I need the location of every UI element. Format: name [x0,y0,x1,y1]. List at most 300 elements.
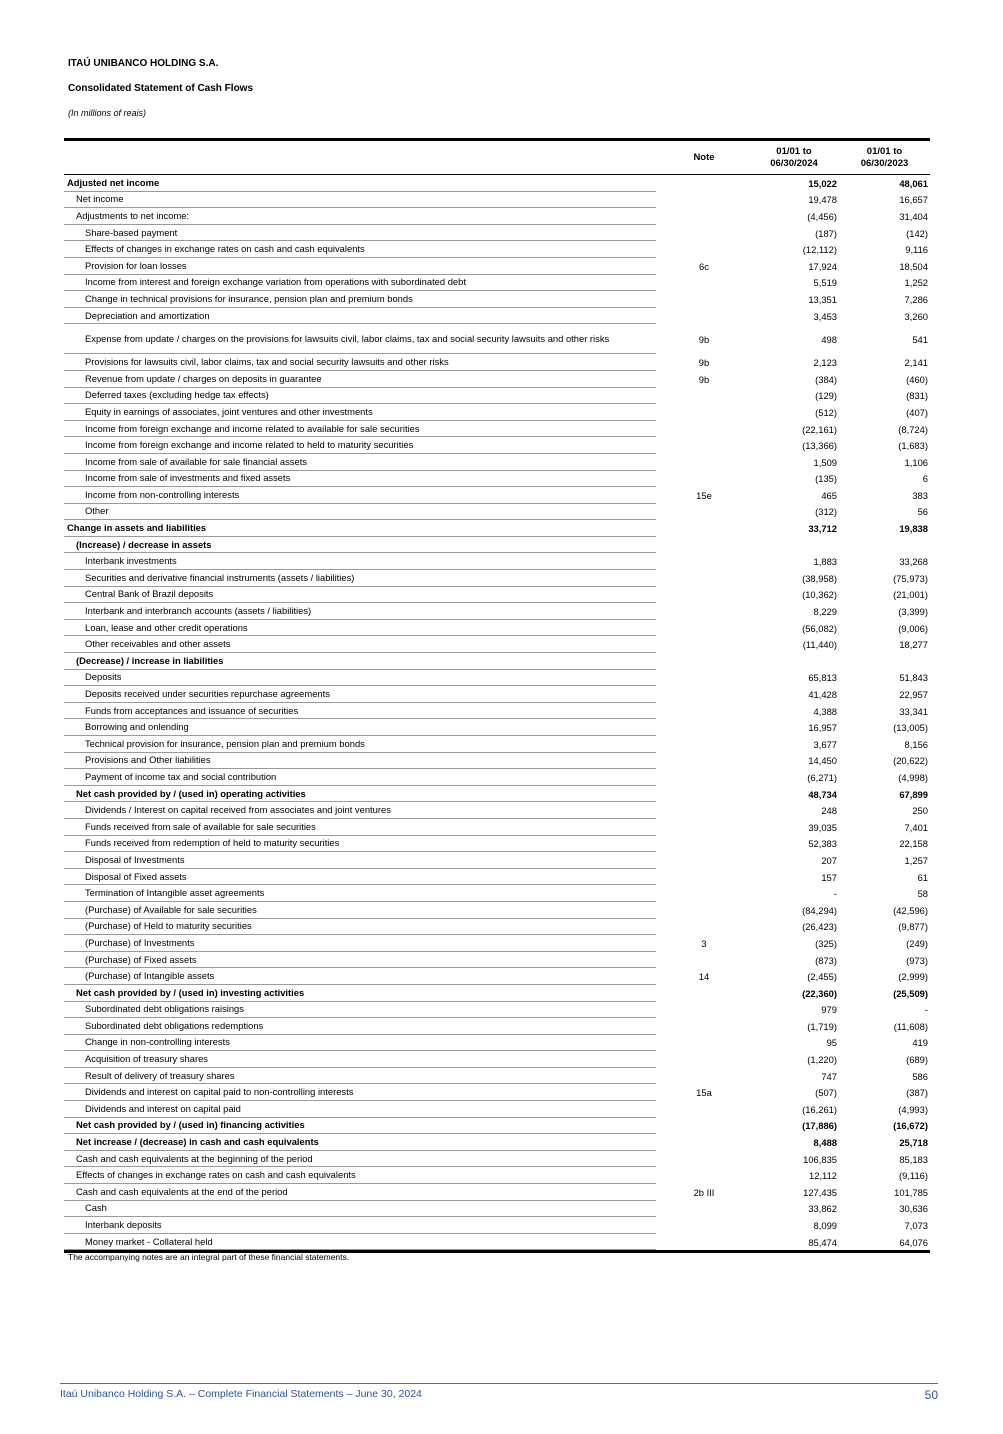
table-row [64,1068,930,1085]
row-value-2023: (249) [906,937,928,949]
row-value-2023: (4,998) [898,771,928,783]
row-value-2024 [749,537,839,554]
row-note [659,1217,749,1234]
row-value-2024: 157 [821,871,837,883]
row-note [659,1134,749,1151]
table-row [64,1018,930,1035]
row-value-2023: (8,724) [898,423,928,435]
table-row [64,537,930,554]
row-value-2023: 56 [917,506,928,518]
row-value-2023: (13,005) [893,722,928,734]
row-value-2023: (689) [906,1054,928,1066]
table-row [64,1234,930,1251]
row-note [659,1118,749,1135]
row-value-2023: (407) [906,406,928,418]
row-note [659,620,749,637]
row-label: Net cash provided by / (used in) financing activities [64,1118,656,1135]
row-label: Income from sale of available for sale financial assets [64,454,656,471]
row-label: Share-based payment [64,225,656,242]
table-row [64,636,930,653]
row-label: (Purchase) of Held to maturity securities [64,919,656,936]
row-value-2023: 31,404 [899,210,928,222]
row-value-2024: 1,883 [813,556,837,568]
table-row [64,192,930,209]
row-note [659,553,749,570]
row-value-2024: 33,862 [808,1203,837,1215]
row-label: (Decrease) / increase in liabilities [64,653,656,670]
row-note [659,308,749,325]
table-row [64,1184,930,1201]
row-value-2024: 19,478 [808,194,837,206]
row-label: Payment of income tax and social contribution [64,769,656,786]
row-value-2023: 19,838 [899,523,928,535]
row-note [659,225,749,242]
row-value-2023: (831) [906,390,928,402]
row-value-2024: (12,112) [802,244,837,256]
row-value-2024: (325) [815,937,837,949]
cash-flow-table [64,138,930,1253]
row-value-2024: (56,082) [802,622,837,634]
row-value-2024: (13,366) [802,440,837,452]
row-value-2023: 61 [917,871,928,883]
row-label: Interbank deposits [64,1217,656,1234]
row-label: Adjusted net income [64,175,656,192]
period-2024-header: 01/01 to 06/30/2024 [770,145,818,169]
row-value-2023: (1,683) [898,440,928,452]
row-value-2023: 25,718 [899,1137,928,1149]
row-value-2023: (3,399) [898,606,928,618]
table-row [64,520,930,537]
row-note [659,686,749,703]
row-value-2024: (26,423) [802,921,837,933]
row-note [659,1002,749,1019]
row-label: Borrowing and onlending [64,719,656,736]
row-note [659,275,749,292]
row-label: Subordinated debt obligations redemptions [64,1018,656,1035]
table-row [64,719,930,736]
row-note [659,208,749,225]
note-column-header: Note [693,151,715,163]
row-value-2023: (387) [906,1087,928,1099]
row-value-2023 [839,653,930,670]
row-value-2024: (6,271) [807,771,837,783]
row-value-2023: (2,999) [898,971,928,983]
row-value-2024: (11,440) [802,639,837,651]
table-row [64,308,930,325]
row-note [659,404,749,421]
row-value-2024: 747 [821,1070,837,1082]
row-note [659,802,749,819]
row-note [659,985,749,1002]
table-row [64,175,930,192]
table-row [64,852,930,869]
table-row [64,454,930,471]
row-note [659,454,749,471]
table-row [64,1035,930,1052]
row-value-2024: (84,294) [802,904,837,916]
table-row [64,869,930,886]
row-value-2023: 18,277 [899,639,928,651]
row-label: Effects of changes in exchange rates on cash and cash equivalents [64,1167,656,1184]
row-value-2024: 1,509 [813,456,837,468]
table-row [64,504,930,521]
row-note [659,1035,749,1052]
row-note: 6c [699,260,709,272]
table-row [64,620,930,637]
row-value-2024: 8,229 [813,606,837,618]
table-header [64,141,930,175]
row-label: Money market - Collateral held [64,1234,656,1251]
row-value-2023: (75,973) [893,572,928,584]
row-value-2023: (460) [906,373,928,385]
row-note [659,769,749,786]
row-value-2024: 498 [821,333,837,345]
row-value-2023: (9,116) [898,1170,928,1182]
row-value-2024: 3,453 [813,310,837,322]
table-row [64,985,930,1002]
table-row [64,919,930,936]
company-name: ITAÚ UNIBANCO HOLDING S.A. [68,58,219,69]
row-value-2024: 85,474 [808,1236,837,1248]
row-value-2023: (16,672) [893,1120,928,1132]
table-row [64,1118,930,1135]
table-row [64,371,930,388]
row-note [659,437,749,454]
row-value-2023: (4,993) [898,1103,928,1115]
table-row [64,404,930,421]
row-value-2023: (9,877) [898,921,928,933]
row-value-2024: 127,435 [803,1186,837,1198]
row-label: (Increase) / decrease in assets [64,537,656,554]
row-value-2024: 5,519 [813,277,837,289]
row-label: Expense from update / charges on the provisions for lawsuits civil, labor claims, tax and social security lawsuits and other risks [64,324,656,354]
row-label: Provisions and Other liabilities [64,753,656,770]
row-value-2024: 41,428 [808,689,837,701]
row-value-2023: (9,006) [898,622,928,634]
row-note [659,1234,749,1251]
row-value-2024: (187) [815,227,837,239]
row-label: Income from foreign exchange and income related to available for sale securities [64,421,656,438]
row-label: Interbank and interbranch accounts (assets / liabilities) [64,603,656,620]
table-row [64,753,930,770]
row-value-2023: 541 [912,333,928,345]
row-label: Funds from acceptances and issuance of securities [64,703,656,720]
table-row [64,769,930,786]
row-note [659,919,749,936]
row-label: Effects of changes in exchange rates on cash and cash equivalents [64,241,656,258]
table-row [64,354,930,371]
row-value-2024: (512) [815,406,837,418]
table-body [64,175,930,1250]
row-note [659,421,749,438]
table-row [64,241,930,258]
row-value-2024: 465 [821,489,837,501]
row-value-2024: 12,112 [809,1170,837,1182]
footer-rule [60,1383,938,1384]
row-value-2023: 1,106 [904,456,928,468]
row-value-2024: 17,924 [808,260,837,272]
row-note [659,670,749,687]
row-value-2024: 3,677 [813,738,837,750]
table-row [64,885,930,902]
row-label: Dividends and interest on capital paid to non-controlling interests [64,1084,656,1101]
row-value-2024: (2,455) [807,971,837,983]
row-note [659,719,749,736]
row-note [659,520,749,537]
row-label: Income from foreign exchange and income related to held to maturity securities [64,437,656,454]
table-row [64,275,930,292]
row-value-2024: 2,123 [813,357,837,369]
units-note: (In millions of reais) [68,108,147,118]
row-label: Income from interest and foreign exchange variation from operations with subordinated debt [64,275,656,292]
table-row [64,487,930,504]
row-value-2023: 8,156 [904,738,928,750]
row-label: Disposal of Fixed assets [64,869,656,886]
table-row [64,324,930,354]
row-note [659,952,749,969]
row-value-2024: (4,456) [807,210,837,222]
row-note [659,1068,749,1085]
row-note: 15a [696,1087,712,1099]
table-row [64,208,930,225]
row-label: Central Bank of Brazil deposits [64,587,656,604]
table-row [64,802,930,819]
row-label: Adjustments to net income: [64,208,656,225]
row-value-2023: (973) [906,954,928,966]
row-label: Provisions for lawsuits civil, labor claims, tax and social security lawsuits and other risks [64,354,656,371]
row-value-2023: 67,899 [899,788,928,800]
table-row [64,1151,930,1168]
footer-text: Itaú Unibanco Holding S.A. – Complete Financial Statements – June 30, 2024 [60,1388,422,1400]
table-row [64,653,930,670]
row-note [659,653,749,670]
row-value-2024: (38,958) [802,572,837,584]
row-value-2023: (20,622) [893,755,928,767]
row-note [659,241,749,258]
row-label: Technical provision for insurance, pension plan and premium bonds [64,736,656,753]
table-row [64,603,930,620]
row-value-2024: 14,450 [808,755,837,767]
row-label: Provision for loan losses [64,258,656,275]
row-note [659,902,749,919]
row-value-2023: 22,158 [899,838,928,850]
row-value-2023: 9,116 [905,244,928,256]
row-value-2023: 22,957 [899,689,928,701]
row-value-2024: - [833,888,837,900]
row-value-2024: (312) [815,506,837,518]
table-row [64,935,930,952]
row-value-2024: (22,360) [802,987,837,999]
page-number: 50 [924,1388,938,1402]
row-label: (Purchase) of Investments [64,935,656,952]
row-note [659,852,749,869]
row-value-2023: 16,657 [899,194,928,206]
table-row [64,1167,930,1184]
row-label: (Purchase) of Intangible assets [64,968,656,985]
row-label: Result of delivery of treasury shares [64,1068,656,1085]
row-label: Net increase / (decrease) in cash and cash equivalents [64,1134,656,1151]
row-value-2023: 7,073 [904,1220,928,1232]
row-value-2024 [749,653,839,670]
row-value-2023 [839,537,930,554]
row-note [659,753,749,770]
table-row [64,225,930,242]
row-note [659,504,749,521]
table-row [64,786,930,803]
table-row [64,291,930,308]
row-note [659,471,749,488]
row-value-2024: (1,719) [807,1020,837,1032]
row-label: Deposits [64,670,656,687]
row-note [659,1151,749,1168]
row-note [659,885,749,902]
row-label: (Purchase) of Available for sale securities [64,902,656,919]
row-label: Other [64,504,656,521]
row-value-2024: (129) [815,390,837,402]
row-label: Net cash provided by / (used in) investing activities [64,985,656,1002]
row-label: (Purchase) of Fixed assets [64,952,656,969]
row-note [659,603,749,620]
table-row [64,1134,930,1151]
row-value-2024: (10,362) [802,589,837,601]
row-value-2024: 8,099 [813,1220,837,1232]
row-value-2023: 18,504 [899,260,928,272]
row-note: 14 [698,971,710,983]
row-label: Other receivables and other assets [64,636,656,653]
row-value-2023: 250 [912,805,928,817]
row-label: Equity in earnings of associates, joint ventures and other investments [64,404,656,421]
table-row [64,1002,930,1019]
row-value-2024: 15,022 [808,177,837,189]
row-label: Net cash provided by / (used in) operating activities [64,786,656,803]
row-value-2024: 979 [821,1004,837,1016]
table-row [64,670,930,687]
table-row [64,421,930,438]
row-value-2023: (142) [906,227,928,239]
table-row [64,952,930,969]
row-label: Cash and cash equivalents at the end of the period [64,1184,656,1201]
row-value-2023: - [924,1004,928,1016]
row-label: Subordinated debt obligations raisings [64,1002,656,1019]
row-value-2024: (384) [815,373,837,385]
row-value-2024: 106,835 [803,1153,837,1165]
row-note: 9b [698,357,710,369]
row-label: Change in assets and liabilities [64,520,656,537]
row-note [659,819,749,836]
row-note [659,537,749,554]
row-label: Deferred taxes (excluding hedge tax effects) [64,388,656,405]
row-note [659,1018,749,1035]
row-note [659,786,749,803]
table-row [64,968,930,985]
row-value-2023: 48,061 [899,177,928,189]
row-value-2024: 52,383 [808,838,837,850]
row-label: Change in technical provisions for insurance, pension plan and premium bonds [64,291,656,308]
row-value-2023: 51,843 [899,672,928,684]
row-note [659,587,749,604]
row-value-2024: (135) [815,473,837,485]
row-value-2024: 248 [821,805,837,817]
row-label: Disposal of Investments [64,852,656,869]
row-label: Deposits received under securities repurchase agreements [64,686,656,703]
row-value-2023: (42,596) [893,904,928,916]
row-label: Cash [64,1201,656,1218]
statement-title: Consolidated Statement of Cash Flows [68,83,254,94]
row-label: Termination of Intangible asset agreements [64,885,656,902]
row-note: 15e [696,489,712,501]
row-note: 2b III [693,1186,715,1198]
row-note [659,736,749,753]
row-label: Loan, lease and other credit operations [64,620,656,637]
table-row [64,686,930,703]
row-note [659,1201,749,1218]
row-label: Dividends and interest on capital paid [64,1101,656,1118]
row-value-2024: 95 [826,1037,837,1049]
row-value-2023: 30,636 [899,1203,928,1215]
row-value-2024: 13,351 [808,293,837,305]
table-row [64,703,930,720]
row-value-2023: 383 [912,489,928,501]
row-note: 3 [701,937,707,949]
row-note [659,836,749,853]
row-note [659,570,749,587]
row-value-2024: (17,886) [802,1120,837,1132]
row-label: Cash and cash equivalents at the beginning of the period [64,1151,656,1168]
row-note [659,1051,749,1068]
table-row [64,819,930,836]
row-note [659,869,749,886]
row-value-2023: 419 [912,1037,928,1049]
table-row [64,1084,930,1101]
row-note: 9b [698,373,710,385]
row-value-2024: (873) [815,954,837,966]
table-row [64,1201,930,1218]
table-row [64,471,930,488]
row-value-2023: (21,001) [893,589,928,601]
row-value-2024: 39,035 [808,821,837,833]
row-note [659,636,749,653]
row-note: 9b [698,333,710,345]
row-value-2024: (22,161) [802,423,837,435]
row-value-2023: 7,401 [904,821,928,833]
table-row [64,1217,930,1234]
row-value-2023: 58 [917,888,928,900]
row-value-2023: (25,509) [893,987,928,999]
row-note [659,291,749,308]
row-value-2024: 48,734 [808,788,837,800]
row-value-2024: (1,220) [807,1054,837,1066]
row-value-2024: 65,813 [808,672,837,684]
row-note [659,1167,749,1184]
row-label: Net income [64,192,656,209]
row-value-2023: 586 [912,1070,928,1082]
row-value-2024: 4,388 [813,705,837,717]
row-value-2024: (16,261) [802,1103,837,1115]
row-note [659,703,749,720]
row-label: Dividends / Interest on capital received from associates and joint ventures [64,802,656,819]
row-label: Funds received from sale of available for sale securities [64,819,656,836]
table-row [64,437,930,454]
row-label: Depreciation and amortization [64,308,656,325]
row-value-2023: 1,252 [904,277,928,289]
table-row [64,553,930,570]
table-row [64,736,930,753]
row-value-2023: 64,076 [899,1236,928,1248]
row-label: Funds received from redemption of held to maturity securities [64,836,656,853]
table-row [64,258,930,275]
row-value-2024: 33,712 [808,523,837,535]
row-value-2023: 1,257 [904,854,928,866]
